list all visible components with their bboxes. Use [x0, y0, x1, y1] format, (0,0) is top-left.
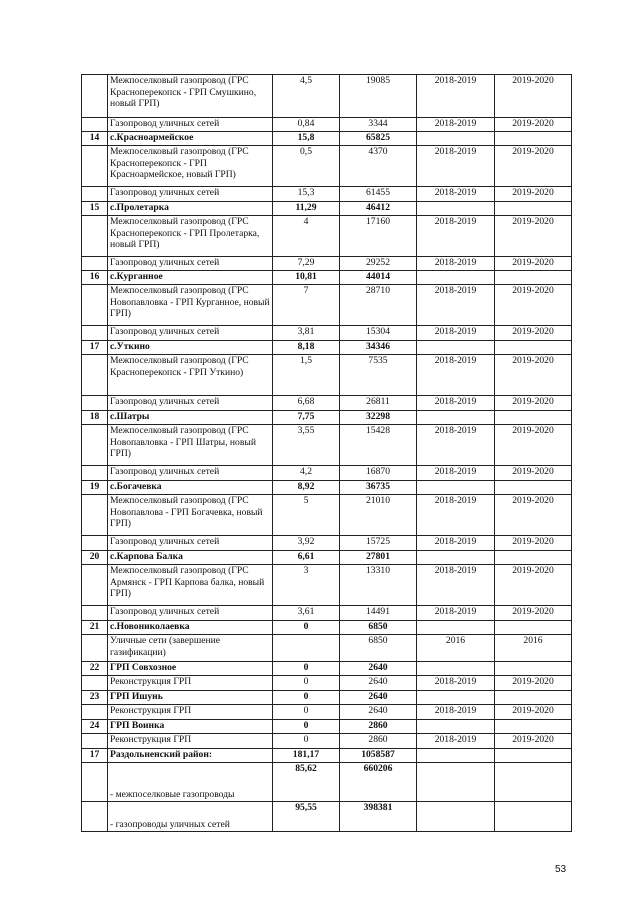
table-row	[82, 257, 572, 271]
row-length-km: 7,29	[273, 257, 340, 271]
row-cost: 2860	[340, 720, 417, 734]
row-start-period: 2018-2019	[417, 257, 495, 271]
table-row	[82, 606, 572, 621]
row-start-period	[417, 621, 495, 635]
row-length-km: 6,68	[273, 396, 340, 411]
row-start-period: 2018-2019	[417, 118, 495, 132]
row-number: 23	[82, 691, 108, 705]
row-end-period: 2019-2020	[495, 187, 572, 202]
row-number: 24	[82, 720, 108, 734]
row-start-period: 2018-2019	[417, 565, 495, 606]
row-cost: 2640	[340, 676, 417, 691]
row-length-km: 1,5	[273, 355, 340, 396]
row-cost: 2640	[340, 691, 417, 705]
row-start-period: 2018-2019	[417, 495, 495, 536]
row-end-period	[495, 341, 572, 355]
row-start-period: 2018-2019	[417, 705, 495, 720]
row-start-period: 2018-2019	[417, 606, 495, 621]
row-cost: 1058587	[340, 749, 417, 763]
row-length-km	[273, 635, 340, 662]
row-number	[82, 734, 108, 749]
row-number: 16	[82, 271, 108, 285]
row-length-km: 15,8	[273, 132, 340, 146]
row-name: Раздольненский район:	[108, 749, 273, 763]
row-cost: 44014	[340, 271, 417, 285]
row-start-period	[417, 802, 495, 832]
row-cost: 3344	[340, 118, 417, 132]
row-number	[82, 118, 108, 132]
section-row	[82, 132, 572, 146]
row-start-period	[417, 749, 495, 763]
row-cost: 660206	[340, 763, 417, 802]
row-cost: 2860	[340, 734, 417, 749]
row-end-period: 2019-2020	[495, 75, 572, 118]
row-number	[82, 326, 108, 341]
row-length-km: 5	[273, 495, 340, 536]
row-end-period: 2019-2020	[495, 705, 572, 720]
row-number: 17	[82, 341, 108, 355]
row-length-km: 0	[273, 662, 340, 676]
row-cost: 7535	[340, 355, 417, 396]
row-name: Межпоселковый газопровод (ГРС Красноперекопск - ГРП Пролетарка, новый ГРП)	[108, 216, 273, 257]
row-end-period: 2019-2020	[495, 676, 572, 691]
row-length-km: 0	[273, 621, 340, 635]
row-name: ГРП Совхозное	[108, 662, 273, 676]
table-row	[82, 396, 572, 411]
row-length-km: 85,62	[273, 763, 340, 802]
row-cost: 15304	[340, 326, 417, 341]
row-cost: 17160	[340, 216, 417, 257]
row-end-period	[495, 481, 572, 495]
row-end-period	[495, 662, 572, 676]
row-start-period: 2016	[417, 635, 495, 662]
row-end-period	[495, 621, 572, 635]
row-end-period: 2019-2020	[495, 118, 572, 132]
row-length-km: 0	[273, 720, 340, 734]
row-end-period: 2019-2020	[495, 565, 572, 606]
row-name: Реконструкция ГРП	[108, 705, 273, 720]
row-name: Реконструкция ГРП	[108, 734, 273, 749]
row-cost: 398381	[340, 802, 417, 832]
row-end-period: 2019-2020	[495, 285, 572, 326]
row-name: Газопровод уличных сетей	[108, 326, 273, 341]
section-row	[82, 621, 572, 635]
row-number	[82, 495, 108, 536]
row-start-period: 2018-2019	[417, 425, 495, 466]
section-row	[82, 341, 572, 355]
row-name: Межпоселковый газопровод (ГРС Новопавловка - ГРП Шатры, новый ГРП)	[108, 425, 273, 466]
row-number: 21	[82, 621, 108, 635]
row-name: Газопровод уличных сетей	[108, 466, 273, 481]
row-end-period: 2019-2020	[495, 536, 572, 551]
table-row	[82, 734, 572, 749]
row-name: Межпоселковый газопровод (ГРС Красноперекопск - ГРП Уткино)	[108, 355, 273, 396]
row-number	[82, 763, 108, 802]
row-name: ГРП Воинка	[108, 720, 273, 734]
row-end-period: 2019-2020	[495, 257, 572, 271]
row-cost: 61455	[340, 187, 417, 202]
row-length-km: 95,55	[273, 802, 340, 832]
row-number: 15	[82, 202, 108, 216]
table-row	[82, 676, 572, 691]
table-row	[82, 705, 572, 720]
row-name: Межпоселковый газопровод (ГРС Новопавлова - ГРП Богачевка, новый ГРП)	[108, 495, 273, 536]
row-number: 20	[82, 551, 108, 565]
row-start-period: 2018-2019	[417, 466, 495, 481]
row-name: Газопровод уличных сетей	[108, 257, 273, 271]
row-name: с.Новониколаевка	[108, 621, 273, 635]
table-body	[82, 75, 572, 832]
row-start-period: 2018-2019	[417, 285, 495, 326]
row-number	[82, 466, 108, 481]
row-cost: 13310	[340, 565, 417, 606]
row-length-km: 8,18	[273, 341, 340, 355]
gas-pipeline-table	[81, 74, 572, 832]
row-name: Газопровод уличных сетей	[108, 396, 273, 411]
row-name: - межпоселковые газопроводы	[108, 763, 273, 802]
row-length-km: 4,2	[273, 466, 340, 481]
row-length-km: 0	[273, 734, 340, 749]
row-end-period: 2019-2020	[495, 396, 572, 411]
row-end-period: 2019-2020	[495, 146, 572, 187]
section-row	[82, 411, 572, 425]
row-number	[82, 396, 108, 411]
row-number	[82, 146, 108, 187]
row-number	[82, 705, 108, 720]
table-row	[82, 326, 572, 341]
row-end-period: 2019-2020	[495, 495, 572, 536]
row-start-period	[417, 691, 495, 705]
row-end-period: 2019-2020	[495, 466, 572, 481]
section-row	[82, 202, 572, 216]
row-start-period: 2018-2019	[417, 146, 495, 187]
row-cost: 26811	[340, 396, 417, 411]
row-number: 18	[82, 411, 108, 425]
row-end-period: 2019-2020	[495, 606, 572, 621]
row-cost: 6850	[340, 635, 417, 662]
row-length-km: 3,92	[273, 536, 340, 551]
section-row	[82, 481, 572, 495]
row-name: Межпоселковый газопровод (ГРС Армянск - ГРП Карпова балка, новый ГРП)	[108, 565, 273, 606]
row-length-km: 7,75	[273, 411, 340, 425]
row-cost: 21010	[340, 495, 417, 536]
row-cost: 28710	[340, 285, 417, 326]
row-name: с.Курганное	[108, 271, 273, 285]
row-cost: 46412	[340, 202, 417, 216]
row-cost: 34346	[340, 341, 417, 355]
row-start-period: 2018-2019	[417, 676, 495, 691]
row-cost: 4370	[340, 146, 417, 187]
row-name: - газопроводы уличных сетей	[108, 802, 273, 832]
row-number	[82, 565, 108, 606]
row-end-period: 2019-2020	[495, 326, 572, 341]
row-cost: 14491	[340, 606, 417, 621]
row-start-period	[417, 271, 495, 285]
row-cost: 2640	[340, 662, 417, 676]
summary-row	[82, 763, 572, 802]
page-number: 53	[555, 864, 567, 875]
row-length-km: 3,55	[273, 425, 340, 466]
row-start-period	[417, 411, 495, 425]
row-number: 19	[82, 481, 108, 495]
row-name: Газопровод уличных сетей	[108, 187, 273, 202]
row-number	[82, 285, 108, 326]
row-name: Межпоселковый газопровод (ГРС Новопавловка - ГРП Курганное, новый ГРП)	[108, 285, 273, 326]
section-row	[82, 691, 572, 705]
row-length-km: 11,29	[273, 202, 340, 216]
row-name: Газопровод уличных сетей	[108, 118, 273, 132]
row-start-period: 2018-2019	[417, 396, 495, 411]
row-end-period: 2019-2020	[495, 734, 572, 749]
row-length-km: 6,61	[273, 551, 340, 565]
row-name: с.Карпова Балка	[108, 551, 273, 565]
row-name: ГРП Ишунь	[108, 691, 273, 705]
row-name: с.Пролетарка	[108, 202, 273, 216]
row-length-km: 0,84	[273, 118, 340, 132]
row-start-period: 2018-2019	[417, 355, 495, 396]
row-end-period	[495, 132, 572, 146]
row-end-period	[495, 551, 572, 565]
table-row	[82, 466, 572, 481]
section-row	[82, 551, 572, 565]
row-length-km: 4	[273, 216, 340, 257]
table-row	[82, 285, 572, 326]
row-start-period	[417, 132, 495, 146]
row-cost: 16870	[340, 466, 417, 481]
table-row	[82, 118, 572, 132]
row-length-km: 10,81	[273, 271, 340, 285]
row-length-km: 3	[273, 565, 340, 606]
row-length-km: 181,17	[273, 749, 340, 763]
row-number	[82, 802, 108, 832]
row-end-period	[495, 691, 572, 705]
row-number: 22	[82, 662, 108, 676]
row-number	[82, 676, 108, 691]
row-start-period: 2018-2019	[417, 734, 495, 749]
row-name: Межпоселковый газопровод (ГРС Красноперекопск - ГРП Смушкино, новый ГРП)	[108, 75, 273, 118]
row-start-period	[417, 662, 495, 676]
table-row	[82, 425, 572, 466]
row-name: Реконструкция ГРП	[108, 676, 273, 691]
row-name: с.Красноармейское	[108, 132, 273, 146]
table-row	[82, 355, 572, 396]
row-number: 17	[82, 749, 108, 763]
row-end-period	[495, 411, 572, 425]
row-name: с.Шатры	[108, 411, 273, 425]
row-name: Газопровод уличных сетей	[108, 536, 273, 551]
row-cost: 6850	[340, 621, 417, 635]
row-end-period	[495, 749, 572, 763]
row-number	[82, 355, 108, 396]
summary-row	[82, 802, 572, 832]
section-row	[82, 271, 572, 285]
row-start-period	[417, 202, 495, 216]
row-length-km: 4,5	[273, 75, 340, 118]
row-start-period: 2018-2019	[417, 536, 495, 551]
table-row	[82, 75, 572, 118]
row-number: 14	[82, 132, 108, 146]
row-start-period	[417, 481, 495, 495]
row-cost: 2640	[340, 705, 417, 720]
row-end-period	[495, 802, 572, 832]
row-end-period: 2019-2020	[495, 355, 572, 396]
row-start-period: 2018-2019	[417, 187, 495, 202]
row-end-period	[495, 720, 572, 734]
row-end-period: 2016	[495, 635, 572, 662]
table-row	[82, 635, 572, 662]
row-number	[82, 635, 108, 662]
row-end-period	[495, 763, 572, 802]
row-start-period	[417, 720, 495, 734]
table-row	[82, 536, 572, 551]
row-start-period	[417, 551, 495, 565]
row-name: с.Уткино	[108, 341, 273, 355]
row-length-km: 3,61	[273, 606, 340, 621]
row-start-period: 2018-2019	[417, 75, 495, 118]
table-row	[82, 565, 572, 606]
table-row	[82, 495, 572, 536]
section-row	[82, 662, 572, 676]
row-start-period: 2018-2019	[417, 326, 495, 341]
row-start-period	[417, 341, 495, 355]
row-length-km: 8,92	[273, 481, 340, 495]
row-end-period	[495, 271, 572, 285]
row-cost: 15428	[340, 425, 417, 466]
row-length-km: 0	[273, 676, 340, 691]
row-cost: 19085	[340, 75, 417, 118]
row-length-km: 0	[273, 705, 340, 720]
table-row	[82, 187, 572, 202]
row-end-period	[495, 202, 572, 216]
row-number	[82, 187, 108, 202]
row-cost: 29252	[340, 257, 417, 271]
table-row	[82, 146, 572, 187]
row-cost: 65825	[340, 132, 417, 146]
row-number	[82, 257, 108, 271]
row-number	[82, 75, 108, 118]
row-number	[82, 536, 108, 551]
row-length-km: 0,5	[273, 146, 340, 187]
section-row	[82, 749, 572, 763]
row-end-period: 2019-2020	[495, 216, 572, 257]
row-cost: 27801	[340, 551, 417, 565]
row-name: с.Богачевка	[108, 481, 273, 495]
row-name: Газопровод уличных сетей	[108, 606, 273, 621]
row-number	[82, 606, 108, 621]
row-cost: 32298	[340, 411, 417, 425]
table-row	[82, 216, 572, 257]
row-length-km: 3,81	[273, 326, 340, 341]
row-length-km: 0	[273, 691, 340, 705]
row-cost: 36735	[340, 481, 417, 495]
row-number	[82, 216, 108, 257]
row-cost: 15725	[340, 536, 417, 551]
row-length-km: 7	[273, 285, 340, 326]
row-start-period	[417, 763, 495, 802]
row-length-km: 15,3	[273, 187, 340, 202]
section-row	[82, 720, 572, 734]
row-number	[82, 425, 108, 466]
row-name: Уличные сети (завершение газификации)	[108, 635, 273, 662]
row-start-period: 2018-2019	[417, 216, 495, 257]
row-name: Межпоселковый газопровод (ГРС Красноперекопск - ГРП Красноармейское, новый ГРП)	[108, 146, 273, 187]
row-end-period: 2019-2020	[495, 425, 572, 466]
